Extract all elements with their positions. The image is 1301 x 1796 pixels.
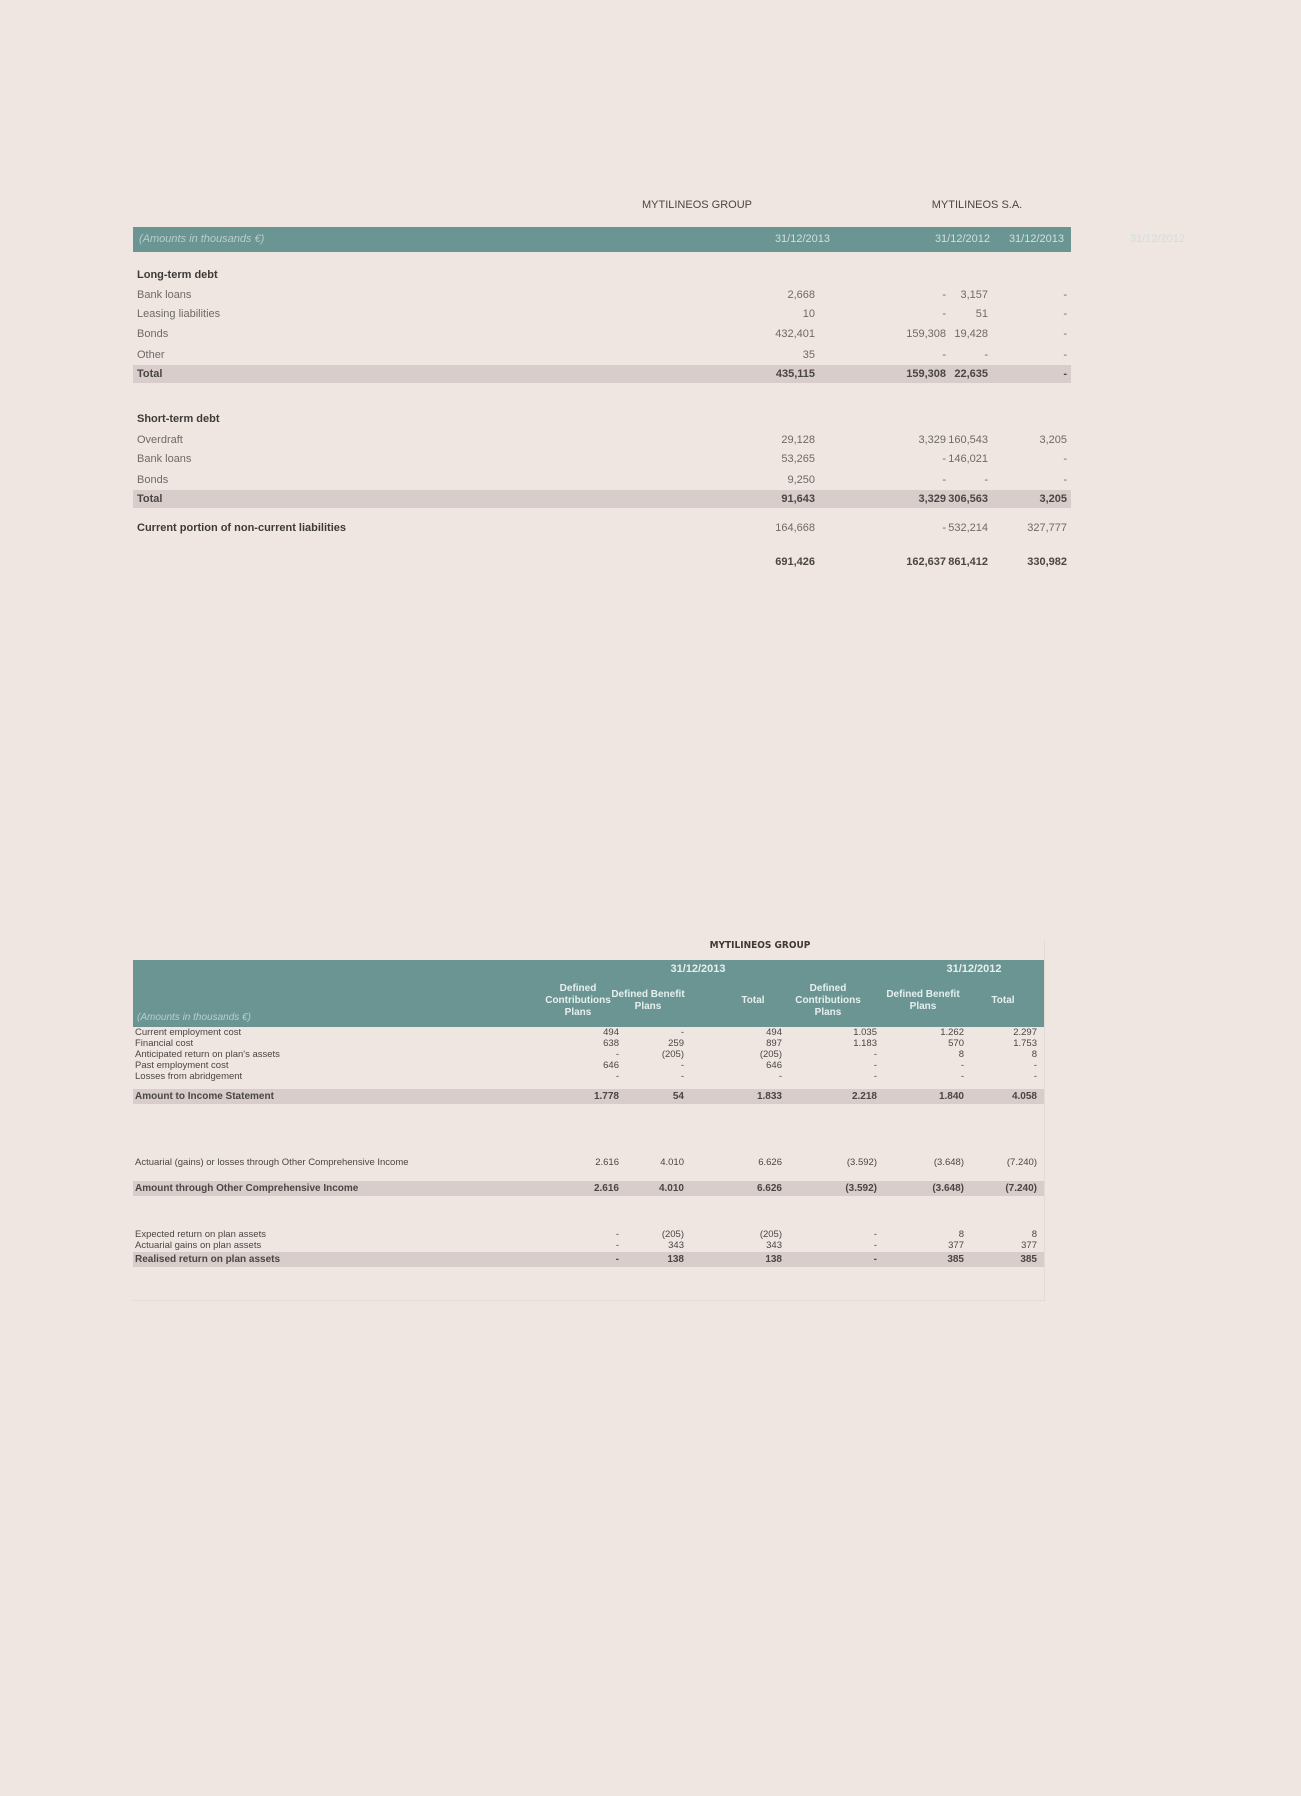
cell-value: - — [680, 1060, 684, 1071]
cell-value: - — [1063, 349, 1067, 361]
table-row — [133, 553, 1071, 571]
cell-value: 53,265 — [781, 453, 815, 465]
cell-value: 327,777 — [1027, 522, 1067, 534]
cell-value: 3,329 — [918, 434, 946, 446]
cell-value: 1.035 — [853, 1027, 877, 1038]
cell-value: 861,412 — [948, 556, 988, 568]
cell-value: 1.262 — [940, 1027, 964, 1038]
cell-value: 3,329 — [918, 493, 946, 505]
cell-value: - — [615, 1240, 619, 1251]
cell-value: (3.648) — [933, 1157, 964, 1168]
cell-value: 435,115 — [775, 368, 815, 380]
cell-value: - — [1063, 328, 1067, 340]
cell-value: 159,308 — [906, 328, 946, 340]
cell-value: - — [680, 1071, 684, 1082]
cell-value: 343 — [766, 1240, 782, 1251]
cell-value: 2.218 — [851, 1091, 877, 1102]
cell-value: - — [873, 1240, 877, 1251]
table-row — [133, 410, 1071, 428]
cell-value: 29,128 — [781, 434, 815, 446]
cell-value: 8 — [1031, 1049, 1037, 1060]
cell-value: - — [984, 349, 988, 361]
group-header-mytilineos-group: MYTILINEOS GROUP — [709, 940, 811, 951]
cell-value: - — [942, 474, 946, 486]
cell-value: 146,021 — [948, 453, 988, 465]
table-row — [133, 346, 1071, 364]
row-label: Losses from abridgement — [135, 1071, 243, 1082]
cell-value: 6.626 — [758, 1157, 782, 1168]
cell-value: 8 — [958, 1229, 964, 1240]
cell-value: 1.183 — [853, 1038, 877, 1049]
cell-value: - — [680, 1027, 684, 1038]
cell-value: 1.753 — [1013, 1038, 1037, 1049]
table-header — [133, 960, 1044, 1027]
cell-value: - — [942, 349, 946, 361]
cell-value: 306,563 — [948, 493, 988, 505]
cell-value: - — [1063, 289, 1067, 301]
cell-value: 638 — [603, 1038, 619, 1049]
cell-value: - — [615, 1229, 619, 1240]
cell-value: 162,637 — [906, 556, 946, 568]
row-label: Bank loans — [137, 453, 192, 465]
cell-value: - — [960, 1060, 964, 1071]
row-label: Actuarial gains on plan assets — [135, 1240, 262, 1251]
cell-value: (205) — [759, 1229, 782, 1240]
cell-value: 10 — [802, 308, 815, 320]
cell-value: 1.833 — [756, 1091, 782, 1102]
row-label: Short-term debt — [137, 413, 220, 425]
cell-value: - — [1033, 1060, 1037, 1071]
cell-value: 494 — [766, 1027, 782, 1038]
cell-value: 159,308 — [906, 368, 946, 380]
cell-value: 2.297 — [1013, 1027, 1037, 1038]
date-header: 31/12/2013 — [1008, 233, 1064, 245]
cell-value: 54 — [672, 1091, 684, 1102]
cell-value: 4.010 — [660, 1157, 684, 1168]
table-row — [133, 519, 1071, 537]
cell-value: (7.240) — [1005, 1183, 1037, 1194]
cell-value: - — [1063, 474, 1067, 486]
cell-value: (7.240) — [1006, 1157, 1037, 1168]
cell-value: 2.616 — [595, 1157, 619, 1168]
cell-value: (205) — [661, 1229, 684, 1240]
cell-value: 377 — [1021, 1240, 1037, 1251]
row-label: Bonds — [137, 474, 169, 486]
table-row — [133, 471, 1071, 489]
table-row — [133, 1181, 1044, 1196]
cell-value: - — [960, 1071, 964, 1082]
cell-value: 138 — [765, 1254, 782, 1265]
cell-value: 1.778 — [593, 1091, 619, 1102]
table-row — [133, 305, 1071, 323]
row-label: Bank loans — [137, 289, 192, 301]
cell-value: - — [873, 1060, 877, 1071]
cell-value: 6.626 — [756, 1183, 782, 1194]
cell-value: - — [1063, 453, 1067, 465]
amounts-caption: (Amounts in thousands €) — [137, 1012, 251, 1023]
column-header: Total — [991, 995, 1015, 1006]
column-header: Total — [741, 995, 765, 1006]
cell-value: 164,668 — [775, 522, 815, 534]
date-header: 31/12/2013 — [774, 233, 830, 245]
cell-value: (205) — [661, 1049, 684, 1060]
cell-value: - — [1033, 1071, 1037, 1082]
column-header: Defined Contributions Plans — [545, 983, 611, 1018]
cell-value: 2.616 — [593, 1183, 619, 1194]
row-label: Current portion of non-current liabilities — [137, 522, 346, 534]
row-label: Amount through Other Comprehensive Income — [135, 1183, 359, 1194]
cell-value: (3.592) — [846, 1157, 877, 1168]
row-label: Total — [137, 368, 163, 380]
cell-value: 4.058 — [1011, 1091, 1037, 1102]
group-header-mytilineos-sa: MYTILINEOS S.A. — [931, 199, 1023, 211]
table-row — [133, 1157, 1044, 1169]
row-label: Amount to Income Statement — [135, 1091, 274, 1102]
table-row — [133, 1252, 1044, 1267]
date-header: 31/12/2012 — [946, 963, 1002, 975]
cell-value: 570 — [948, 1038, 964, 1049]
row-label: Total — [137, 493, 163, 505]
cell-value: - — [778, 1071, 782, 1082]
cell-value: 2,668 — [787, 289, 815, 301]
cell-value: 3,205 — [1039, 493, 1067, 505]
table-row — [133, 266, 1071, 284]
cell-value: 138 — [667, 1254, 684, 1265]
cell-value: 432,401 — [775, 328, 815, 340]
cell-value: 385 — [947, 1254, 964, 1265]
row-label: Long-term debt — [137, 269, 218, 281]
row-label: Overdraft — [137, 434, 183, 446]
table-row — [133, 1089, 1044, 1104]
cell-value: - — [942, 308, 946, 320]
cell-value: 1.840 — [938, 1091, 964, 1102]
table-row — [133, 431, 1071, 449]
table-row — [133, 365, 1071, 383]
table-row — [133, 1071, 1044, 1083]
table-header — [133, 227, 1185, 252]
cell-value: 259 — [668, 1038, 684, 1049]
cell-value: 532,214 — [948, 522, 988, 534]
group-header-mytilineos-group: MYTILINEOS GROUP — [641, 199, 753, 211]
cell-value: - — [615, 1071, 619, 1082]
cell-value: - — [873, 1254, 877, 1265]
cell-value: 91,643 — [781, 493, 815, 505]
cell-value: 8 — [1031, 1229, 1037, 1240]
row-label: Financial cost — [135, 1038, 194, 1049]
cell-value: 646 — [766, 1060, 782, 1071]
cell-value: - — [942, 289, 946, 301]
row-label: Actuarial (gains) or losses through Other Comprehensive Income — [135, 1157, 409, 1168]
cell-value: - — [942, 453, 946, 465]
cell-value: - — [873, 1229, 877, 1240]
cell-value: 3,205 — [1039, 434, 1067, 446]
cell-value: - — [1063, 368, 1067, 380]
cell-value: 35 — [802, 349, 815, 361]
cell-value: - — [873, 1049, 877, 1060]
row-label: Other — [137, 349, 165, 361]
row-label: Realised return on plan assets — [135, 1254, 281, 1265]
cell-value: - — [942, 522, 946, 534]
cell-value: 8 — [958, 1049, 964, 1060]
cell-value: - — [615, 1049, 619, 1060]
cell-value: 897 — [766, 1038, 782, 1049]
table-row — [133, 325, 1071, 343]
row-label: Past employment cost — [135, 1060, 229, 1071]
table-row — [133, 286, 1071, 304]
cell-value: 9,250 — [787, 474, 815, 486]
cell-value: 330,982 — [1027, 556, 1067, 568]
cell-value: 494 — [603, 1027, 619, 1038]
row-label: Expected return on plan assets — [135, 1229, 266, 1240]
cell-value: 385 — [1020, 1254, 1037, 1265]
cell-value: (3.648) — [932, 1183, 964, 1194]
cell-value: 646 — [603, 1060, 619, 1071]
column-header: Defined Benefit Plans — [611, 989, 685, 1012]
cell-value: - — [615, 1254, 619, 1265]
cell-value: 160,543 — [948, 434, 988, 446]
table-row — [133, 1240, 1044, 1252]
date-header: 31/12/2012 — [934, 233, 990, 245]
table-row — [133, 450, 1071, 468]
row-label: Bonds — [137, 328, 169, 340]
cell-value: - — [984, 474, 988, 486]
date-header: 31/12/2013 — [670, 963, 726, 975]
cell-value: 4.010 — [658, 1183, 684, 1194]
cell-value: 19,428 — [954, 328, 988, 340]
cell-value: 377 — [948, 1240, 964, 1251]
cell-value: - — [873, 1071, 877, 1082]
cell-value: (3.592) — [845, 1183, 877, 1194]
cell-value: 22,635 — [954, 368, 988, 380]
amounts-caption: (Amounts in thousands €) — [139, 233, 265, 245]
column-header: Defined Contributions Plans — [795, 983, 861, 1018]
cell-value: 343 — [668, 1240, 684, 1251]
cell-value: 3,157 — [960, 289, 988, 301]
row-label: Current employment cost — [135, 1027, 242, 1038]
column-header: Defined Benefit Plans — [886, 989, 960, 1012]
table-row — [133, 490, 1071, 508]
row-label: Anticipated return on plan's assets — [135, 1049, 280, 1060]
date-header: 31/12/2012 — [1129, 233, 1185, 245]
row-label: Leasing liabilities — [137, 308, 221, 320]
cell-value: - — [1063, 308, 1067, 320]
cell-value: (205) — [759, 1049, 782, 1060]
cell-value: 51 — [975, 308, 988, 320]
cell-value: 691,426 — [775, 556, 815, 568]
